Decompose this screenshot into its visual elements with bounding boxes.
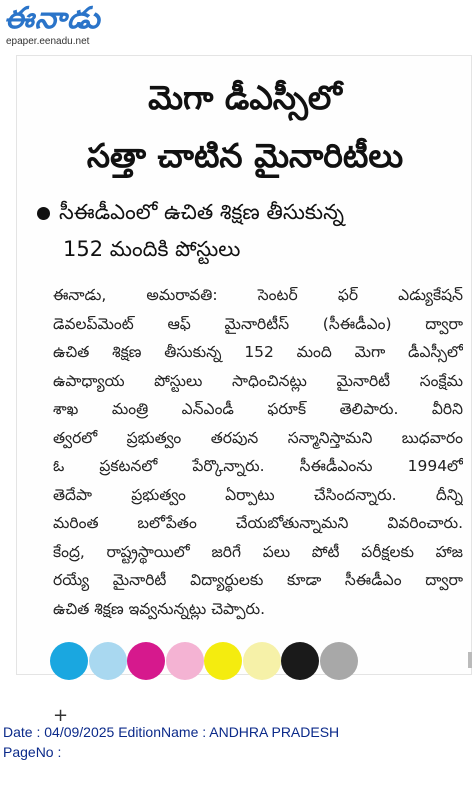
subheadline-line-1: సీఈడీఎంలో ఉచిత శిక్షణ తీసుకున్న [59, 200, 345, 224]
body-line: కేంద్ర, రాష్ట్రస్థాయిలో జరిగే పలు పోటీ పరీక్షలకు హాజ [53, 542, 463, 561]
body-line: శాఖ మంత్రి ఎన్ఎండీ ఫరూక్ తెలిపారు. వీరిని [53, 400, 463, 418]
page-footer [3, 722, 471, 762]
body-line: డెవలప్‌మెంట్ ఆఫ్ మైనారిటీస్ (సీఈడీఎం) ద్వారా [53, 314, 463, 333]
page-number-line: PageNo : [3, 744, 62, 760]
color-swatch [166, 642, 204, 680]
body-line: రయ్యే మైనారిటీ విద్యార్థులకు కూడా సీఈడీఎం ద్వారా [53, 571, 463, 589]
color-swatch [204, 642, 242, 680]
body-line: ఉచిత శిక్షణ తీసుకున్న 152 మంది మెగా డీఎస్సీలో [53, 343, 463, 361]
color-swatch [50, 642, 88, 680]
body-line: త్వరలో ప్రభుత్వం తరపున సన్మానిస్తామని బుధవారం [53, 428, 463, 447]
body-line: ఉపాధ్యాయ పోస్టులు సాధించినట్లు మైనారిటీ సంక్షేమ [53, 371, 463, 390]
body-line: తెదేపా ప్రభుత్వం ఏర్పాటు చేసిందన్నారు. దీన్ని [53, 485, 463, 504]
eenadu-logo[interactable]: ఈనాడు [4, 1, 101, 36]
body-line: ఓ ప్రకటనలో పేర్కొన్నారు. సీఈడీఎంను 1994లో [53, 457, 463, 475]
headline-line-2: సత్తా చాటిన మైనారిటీలు [86, 136, 404, 175]
color-swatch [320, 642, 358, 680]
edition-date-line: Date : 04/09/2025 EditionName : ANDHRA PRADESH [3, 724, 340, 740]
color-swatch [127, 642, 165, 680]
body-line: ఈనాడు, అమరావతి: సెంటర్ ఫర్ ఎడ్యుకేషన్ [53, 286, 463, 304]
page-header [0, 0, 474, 58]
site-url[interactable]: epaper.eenadu.net [6, 36, 90, 47]
registration-mark-icon: + [53, 705, 69, 726]
body-line: మరింత బలోపేతం చేయబోతున్నామని వివరించారు. [53, 514, 463, 532]
color-swatch [89, 642, 127, 680]
subheadline-bullet-icon [37, 207, 50, 220]
article-body [53, 281, 463, 623]
news-article [16, 55, 472, 726]
subheadline-line-2: 152 మందికి పోస్టులు [63, 237, 241, 261]
page-edge-mark [468, 652, 472, 668]
color-swatch [243, 642, 281, 680]
color-swatch [281, 642, 319, 680]
headline-line-1: మెగా డీఎస్సీలో [148, 78, 342, 117]
body-line: ఉచిత శిక్షణ ఇవ్వనున్నట్లు చెప్పారు. [53, 599, 266, 618]
